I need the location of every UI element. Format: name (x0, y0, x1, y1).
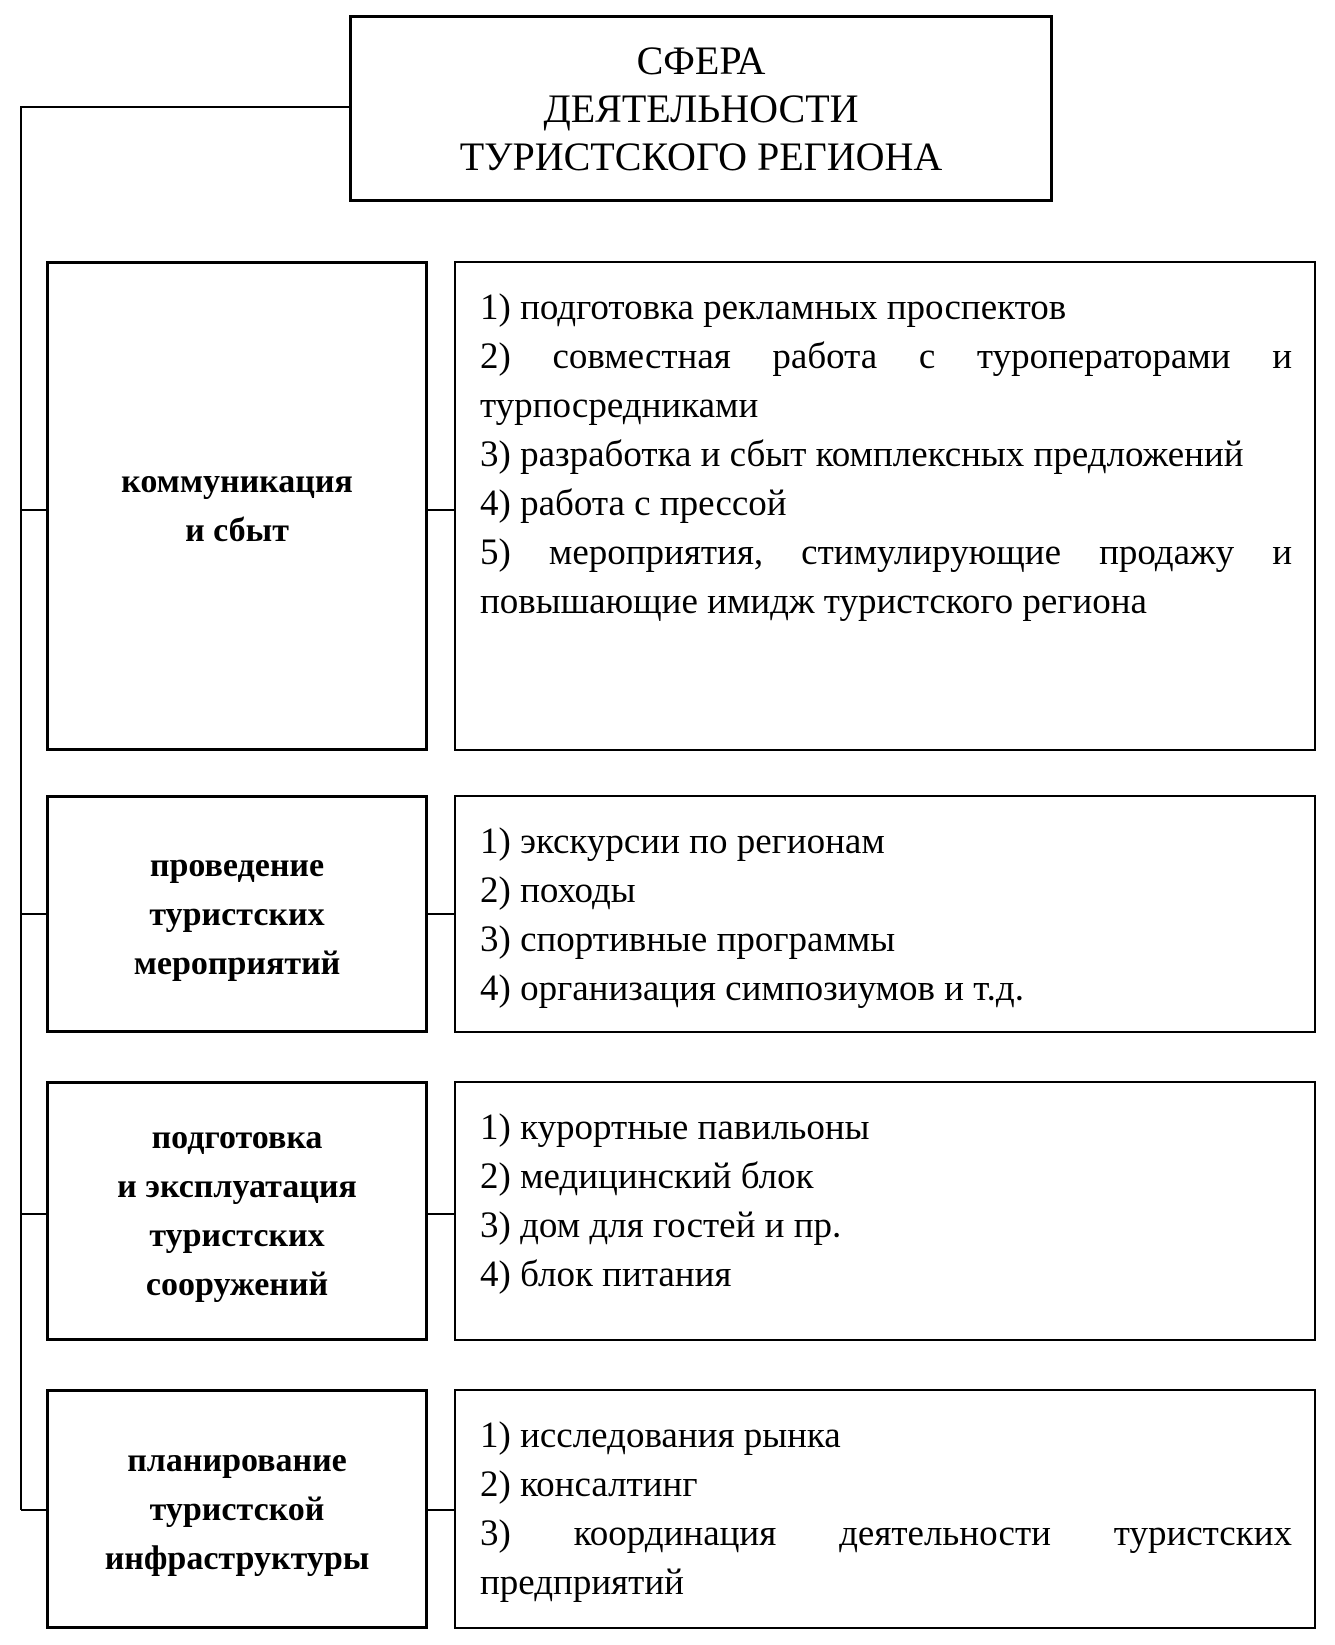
category-label: планирование (127, 1441, 347, 1479)
category-box (46, 795, 428, 1033)
category-box (46, 1081, 428, 1341)
activity-list (454, 1081, 1316, 1341)
activity-item: 2) консалтинг (480, 1464, 698, 1505)
connector (428, 913, 454, 915)
category-label: туристских (149, 895, 325, 933)
activity-list (454, 1389, 1316, 1629)
category-box (46, 261, 428, 751)
activity-list (454, 795, 1316, 1033)
category-label: коммуникация (121, 463, 353, 500)
connector (428, 509, 454, 511)
activity-item: 1) исследования рынка (480, 1415, 841, 1456)
category-box (46, 1389, 428, 1629)
activity-item: 3) спортивные программы (480, 919, 896, 960)
title-line: СФЕРА (636, 37, 766, 83)
activity-item: 4) работа с прессой (480, 483, 787, 524)
category-label: мероприятий (133, 944, 341, 982)
category-label: туристских (149, 1217, 325, 1254)
title-line: ТУРИСТСКОГО РЕГИОНА (459, 133, 943, 179)
category-label: и сбыт (185, 512, 289, 549)
activity-item: 4) блок питания (480, 1254, 732, 1295)
activity-item: 3) разработка и сбыт комплексных предложений (480, 434, 1244, 475)
activity-item: 2) походы (480, 870, 636, 911)
connector (21, 913, 46, 915)
category-label: подготовка (151, 1119, 323, 1156)
activity-item: 1) курортные павильоны (480, 1107, 870, 1148)
connector (21, 1213, 46, 1215)
activity-item: 2) медицинский блок (480, 1156, 814, 1197)
category-label: сооружений (145, 1266, 329, 1303)
connector (21, 106, 349, 108)
activity-item: 3) дом для гостей и пр. (480, 1205, 842, 1246)
title-line: ДЕЯТЕЛЬНОСТИ (543, 85, 859, 131)
activity-item: 1) экскурсии по регионам (480, 821, 885, 862)
activity-item: 5) мероприятия, стимулирующие продажу и повышающие имидж туристского региона (480, 532, 1292, 622)
category-label: туристской (149, 1490, 325, 1528)
connector (21, 509, 46, 511)
activity-item: 4) организация симпозиумов и т.д. (480, 968, 1024, 1009)
category-label: инфраструктуры (104, 1539, 370, 1577)
connector (428, 1509, 454, 1511)
trunk-line (20, 106, 22, 1510)
activity-item: 1) подготовка рекламных проспектов (480, 287, 1067, 328)
activity-item: 3) координация деятельности туристских предприятий (480, 1513, 1292, 1603)
category-label: и эксплуатация (117, 1168, 357, 1205)
activity-item: 2) совместная работа с туроператорами и турпосредниками (480, 336, 1292, 426)
connector (21, 1509, 46, 1511)
root-box (349, 15, 1053, 202)
category-label: проведение (149, 846, 325, 884)
activity-list (454, 261, 1316, 751)
connector (428, 1213, 454, 1215)
